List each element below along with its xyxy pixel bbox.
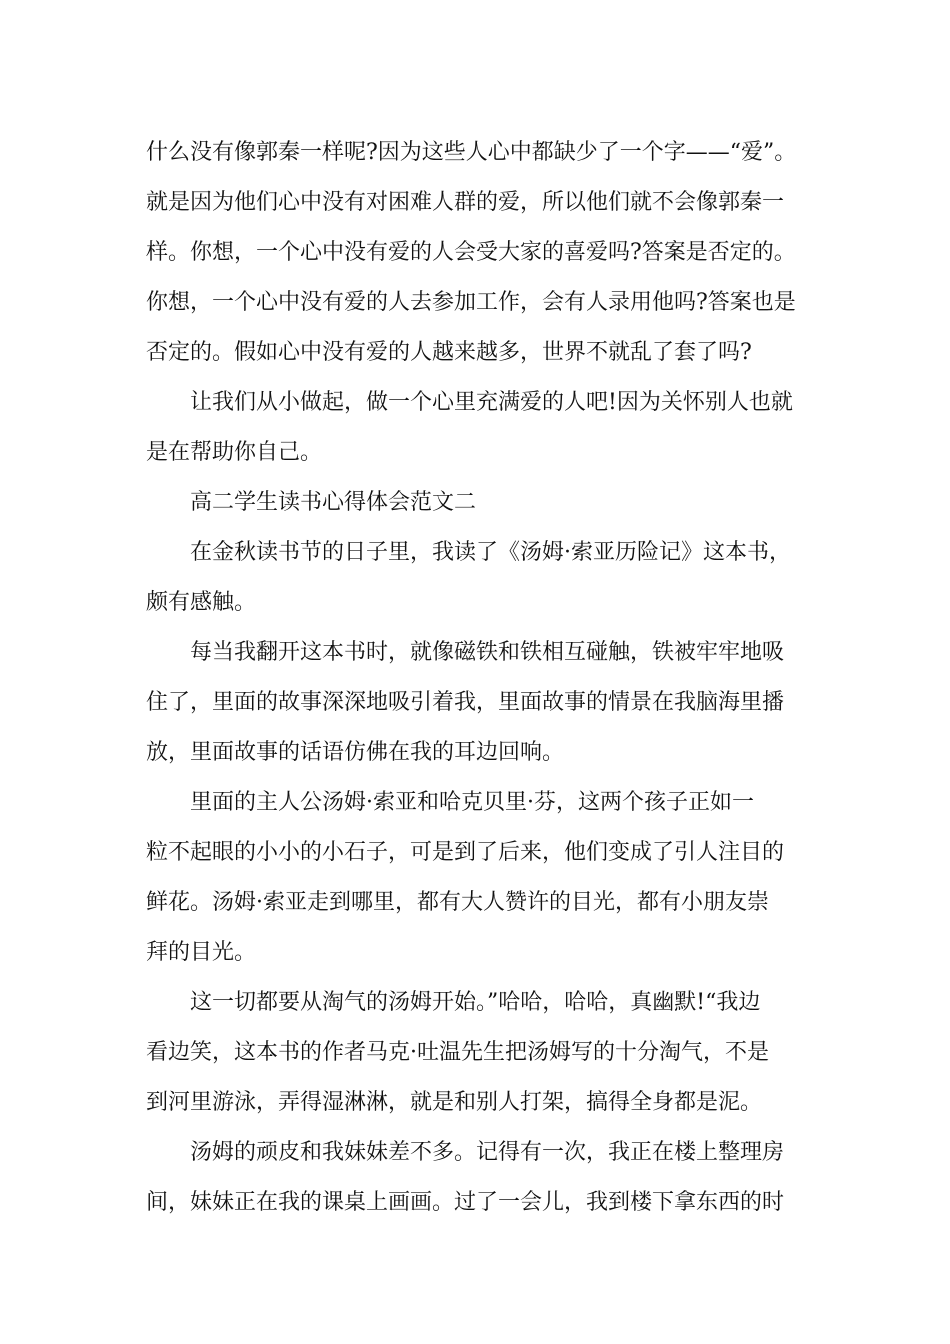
text-line: 拜的目光。 xyxy=(146,940,257,965)
text-line: 是在帮助你自己。 xyxy=(146,440,323,465)
section-heading: 高二学生读书心得体会范文二 xyxy=(190,490,477,515)
paragraph-first-line: 这一切都要从淘气的汤姆开始。”哈哈，哈哈，真幽默!“我边 xyxy=(190,990,761,1015)
text-line: 到河里游泳，弄得湿淋淋，就是和别人打架，搞得全身都是泥。 xyxy=(146,1090,763,1115)
text-line: 什么没有像郭秦一样呢?因为这些人心中都缺少了一个字——“爱”。 xyxy=(146,140,797,165)
paragraph-first-line: 让我们从小做起，做一个心里充满爱的人吧!因为关怀别人也就 xyxy=(190,390,793,415)
text-line: 间，妹妹正在我的课桌上画画。过了一会儿，我到楼下拿东西的时 xyxy=(146,1190,785,1215)
text-line: 放，里面故事的话语仿佛在我的耳边回响。 xyxy=(146,740,565,765)
paragraph-first-line: 汤姆的顽皮和我妹妹差不多。记得有一次，我正在楼上整理房 xyxy=(190,1140,785,1165)
paragraph-first-line: 在金秋读书节的日子里，我读了《汤姆·索亚历险记》这本书， xyxy=(190,540,791,565)
text-line: 你想，一个心中没有爱的人去参加工作，会有人录用他吗?答案也是 xyxy=(146,290,796,315)
text-line: 粒不起眼的小小的小石子，可是到了后来，他们变成了引人注目的 xyxy=(146,840,785,865)
text-line: 样。你想，一个心中没有爱的人会受大家的喜爱吗?答案是否定的。 xyxy=(146,240,796,265)
document-body xyxy=(146,128,816,1228)
text-line: 否定的。假如心中没有爱的人越来越多，世界不就乱了套了吗? xyxy=(146,340,752,365)
text-line: 颇有感触。 xyxy=(146,590,257,615)
text-line: 看边笑，这本书的作者马克·吐温先生把汤姆写的十分淘气，不是 xyxy=(146,1040,769,1065)
paragraph-first-line: 每当我翻开这本书时，就像磁铁和铁相互碰触，铁被牢牢地吸 xyxy=(190,640,785,665)
text-line: 就是因为他们心中没有对困难人群的爱，所以他们就不会像郭秦一 xyxy=(146,190,785,215)
text-line: 住了，里面的故事深深地吸引着我，里面故事的情景在我脑海里播 xyxy=(146,690,785,715)
text-line: 鲜花。汤姆·索亚走到哪里，都有大人赞许的目光，都有小朋友崇 xyxy=(146,890,769,915)
paragraph-first-line: 里面的主人公汤姆·索亚和哈克贝里·芬，这两个孩子正如一 xyxy=(190,790,754,815)
